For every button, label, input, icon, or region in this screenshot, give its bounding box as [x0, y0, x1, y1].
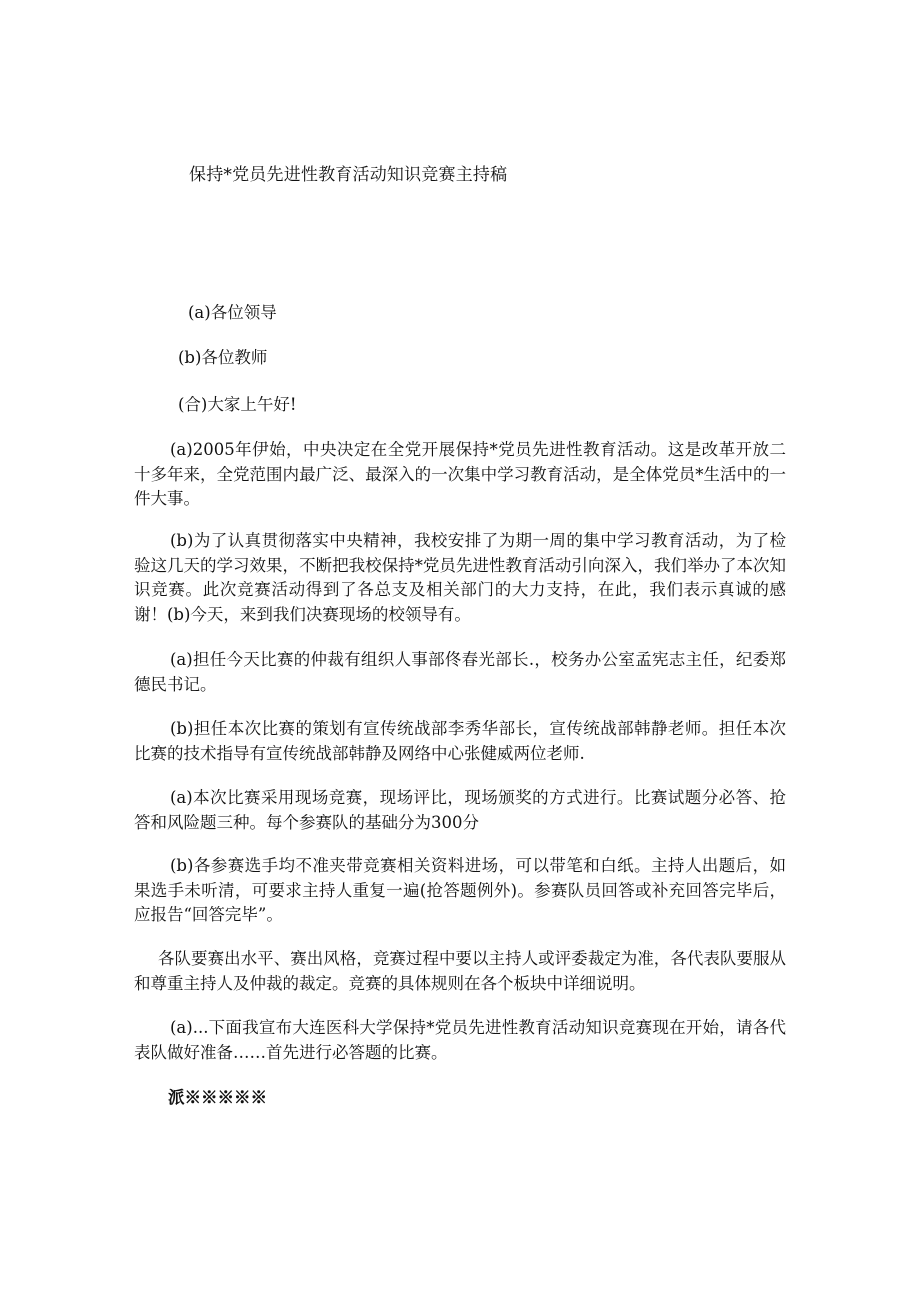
greeting-everyone: (合)大家上午好!: [178, 395, 297, 414]
footer-mark: 派※※※※※: [168, 1088, 267, 1107]
paragraph-planning: (b)担任本次比赛的策划有宣传统战部李秀华部长，宣传统战部韩静老师。担任本次比赛的技术指导有宣传统战部韩静及网络中心张健威两位老师.: [134, 719, 786, 763]
paragraph-arbitration: (a)担任今天比赛的仲裁有组织人事部佟春光部长.，校务办公室孟宪志主任，纪委郑德民书记。: [134, 650, 786, 694]
greeting-teachers: (b)各位教师: [178, 348, 268, 367]
paragraph-rules: (b)各参赛选手均不准夹带竞赛相关资料进场，可以带笔和白纸。主持人出题后，如果选手未听清，可要求主持人重复一遍(抢答题例外)。参赛队员回答或补充回答完毕后，应报告“回答完毕”。: [134, 856, 786, 924]
paragraph-opening: (a)...下面我宣布大连医科大学保持*党员先进性教育活动知识竞赛现在开始，请各代表队做好准备……首先进行必答题的比赛。: [134, 1018, 786, 1062]
paragraph-conduct: 各队要赛出水平、赛出风格，竞赛过程中要以主持人或评委裁定为准，各代表队要服从和尊重主持人及仲裁的裁定。竞赛的具体规则在各个板块中详细说明。: [134, 949, 786, 993]
paragraph-purpose: (b)为了认真贯彻落实中央精神，我校安排了为期一周的集中学习教育活动，为了检验这几天的学习效果，不断把我校保持*党员先进性教育活动引向深入，我们举办了本次知识竞赛。此次竞赛活动得到了各总支及相关部门的大力支持，在此，我们表示真诚的感谢！(b)今天，来到我们决赛现场的校领导有。: [134, 531, 786, 624]
paragraph-intro: (a)2005年伊始，中央决定在全党开展保持*党员先进性教育活动。这是改革开放二十多年来，全党范围内最广泛、最深入的一次集中学习教育活动，是全体党员*生活中的一件大事。: [134, 440, 786, 508]
greeting-leaders: (a)各位领导: [188, 303, 277, 322]
document-title: 保持*党员先进性教育活动知识竞赛主持稿: [189, 165, 508, 185]
paragraph-format: (a)本次比赛采用现场竞赛，现场评比，现场颁奖的方式进行。比赛试题分必答、抢答和风险题三种。每个参赛队的基础分为300分: [134, 788, 786, 832]
